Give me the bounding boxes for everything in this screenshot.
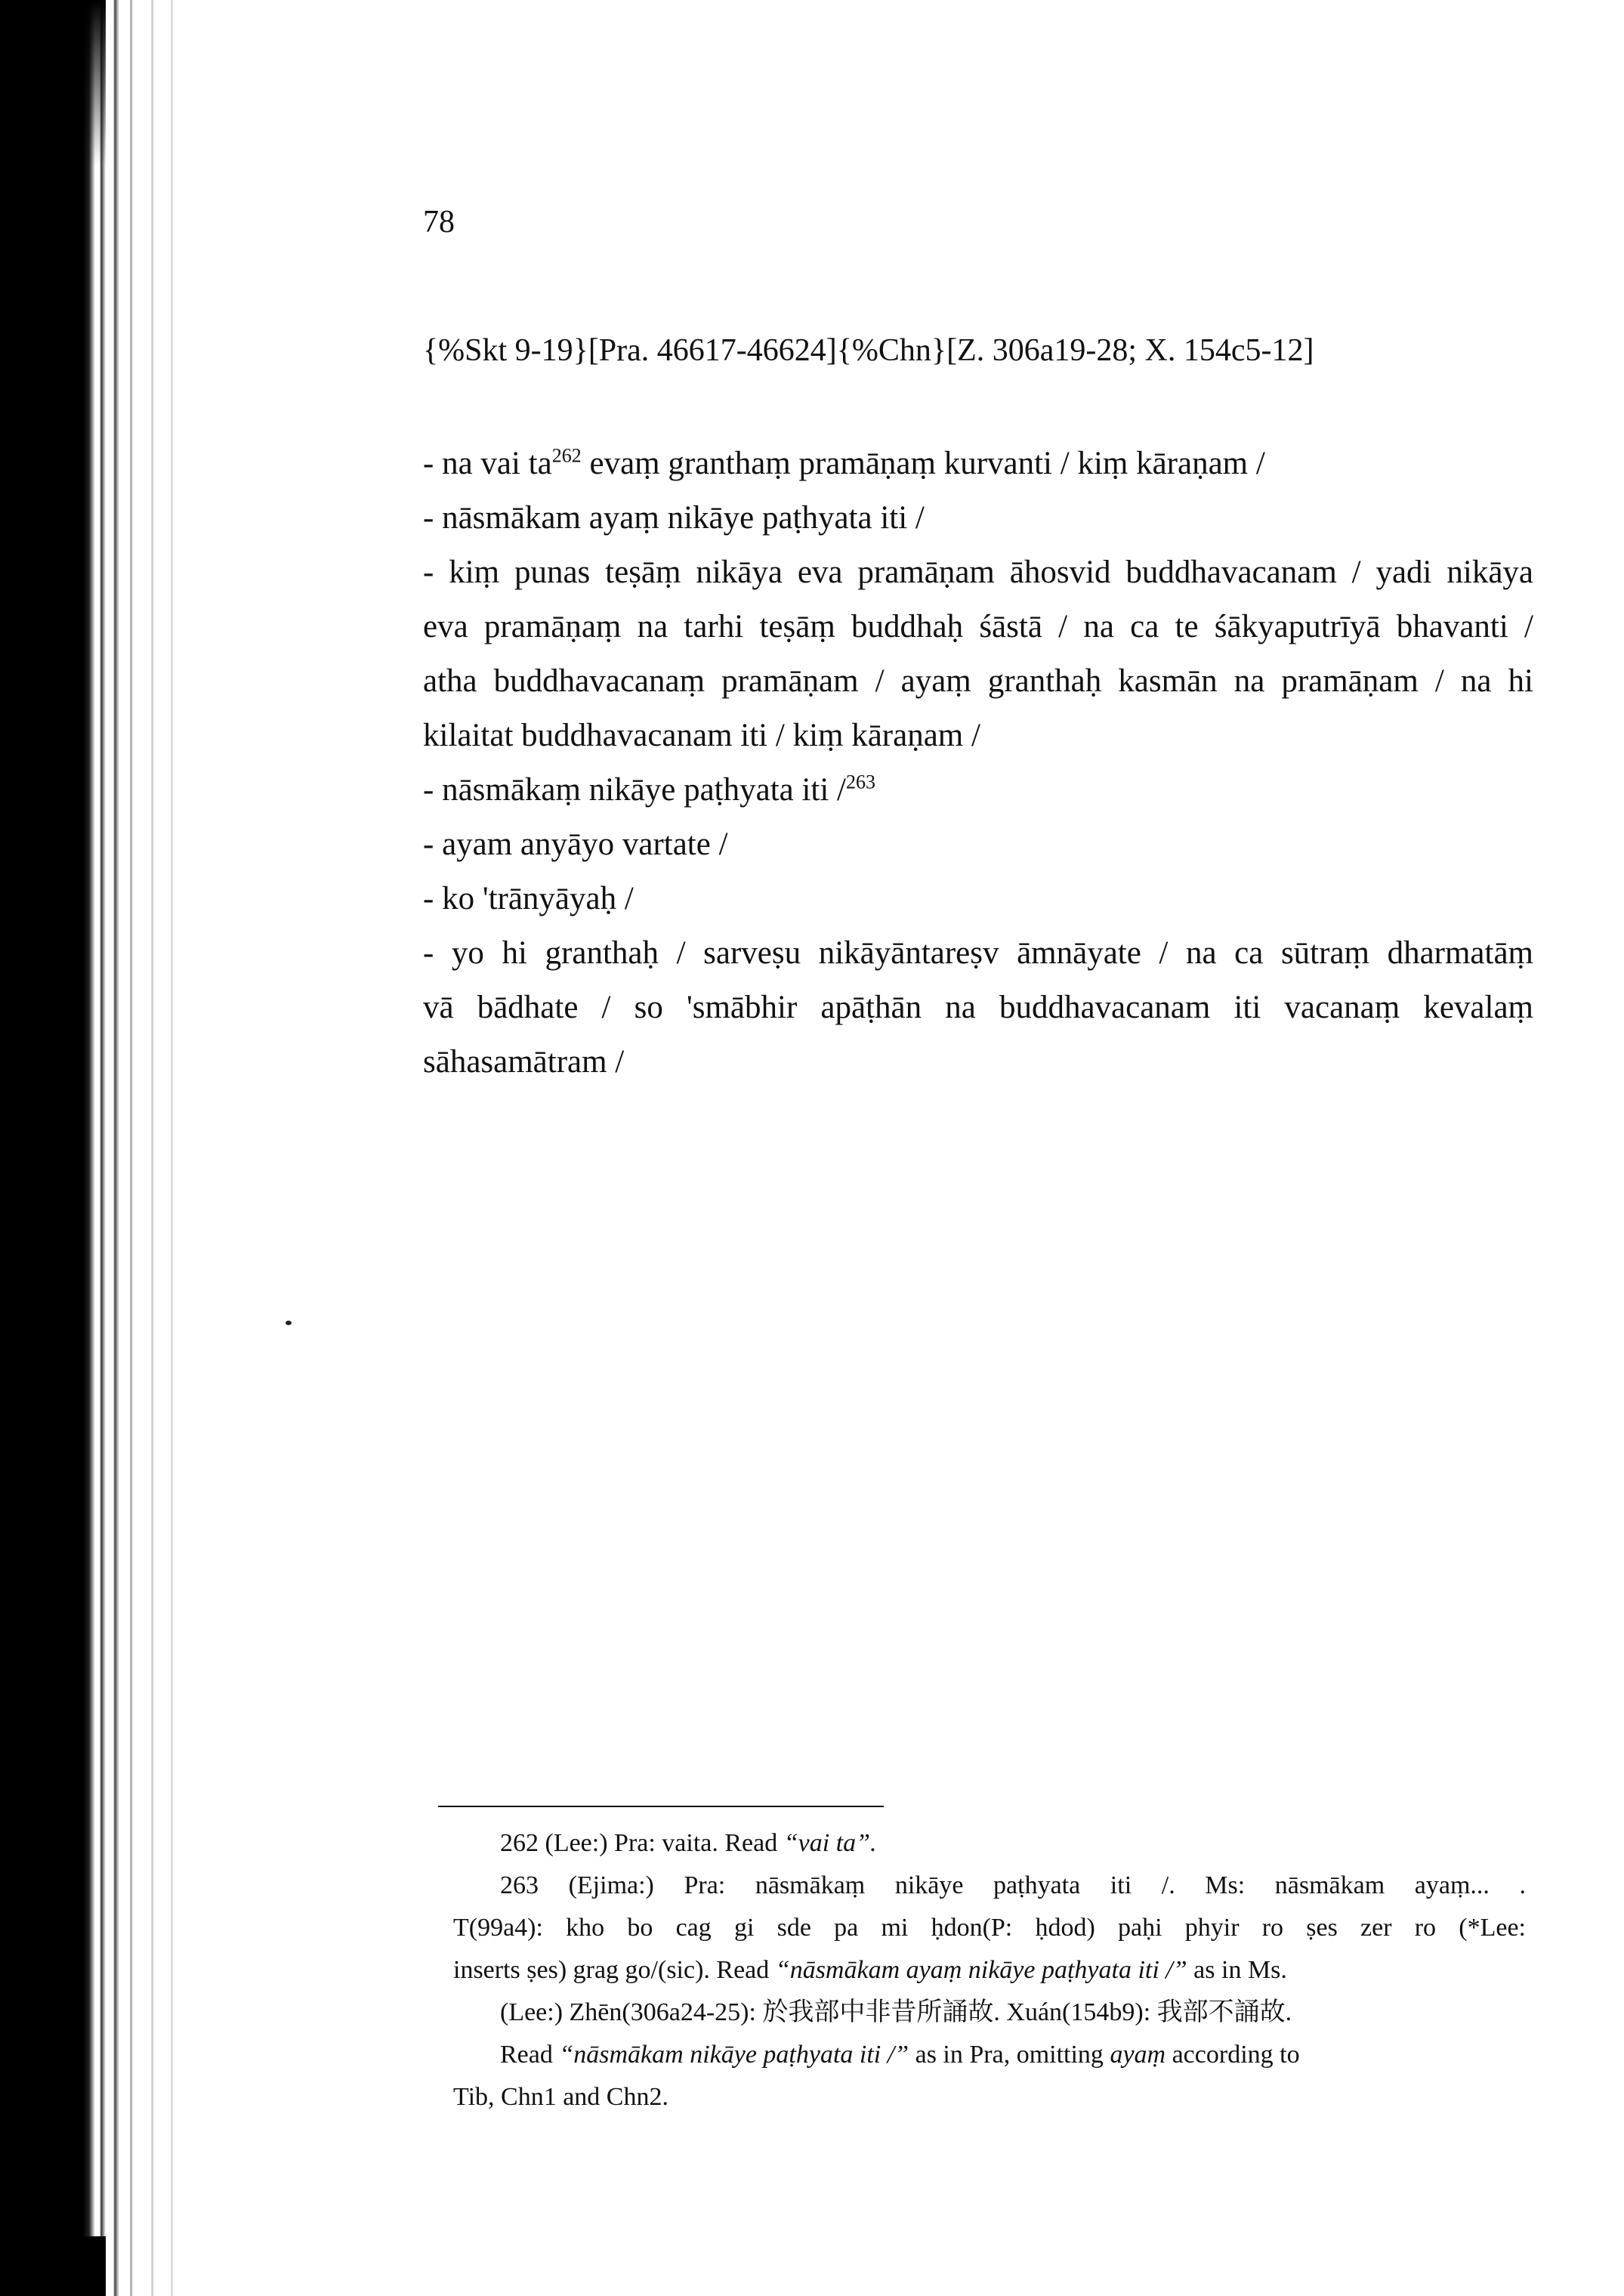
footnotes xyxy=(453,1822,1526,2118)
footnote-text: 262 (Lee:) Pra: vaita. Read xyxy=(500,1829,784,1857)
footnote-line: (Lee:) Zhēn(306a24-25): 於我部中非昔所誦故. Xuán(154b9): 我部不誦故. xyxy=(500,1998,1292,2026)
scan-binding-shadow xyxy=(0,0,181,2296)
page-number: 78 xyxy=(423,205,455,239)
text-span: - na vai ta xyxy=(423,446,552,481)
footnote-263: 263 (Ejima:) Pra: nāsmākaṃ nikāye paṭhyata iti /. Ms: nāsmākam ayaṃ... . xyxy=(500,1871,1526,1899)
footnote-text: Read xyxy=(500,2041,560,2069)
footnote-line xyxy=(453,1949,1526,1992)
footnote-separator xyxy=(438,1806,884,1807)
text-span: - nāsmākaṃ nikāye paṭhyata iti / xyxy=(423,772,847,808)
text-span: evaṃ granthaṃ pramāṇaṃ kurvanti / kiṃ kāraṇam / xyxy=(581,446,1265,481)
footnote-italic: “vai ta”. xyxy=(783,1829,877,1857)
footnote-text: according to xyxy=(1166,2041,1300,2069)
text-line: - ko 'trānyāyaḥ / xyxy=(423,881,634,916)
footnote-ref-262: 262 xyxy=(551,444,582,467)
text-line: - nāsmākam ayaṃ nikāye paṭhyata iti / xyxy=(423,500,925,536)
footnote-line: T(99a4): kho bo cag gi sde pa mi ḥdon(P: ḥdod) paḥi phyir ro ṣes zer ro (*Lee: xyxy=(453,1914,1526,1942)
text-line xyxy=(423,437,1533,491)
main-text xyxy=(423,437,1533,1089)
scan-speck xyxy=(286,1321,292,1325)
reference-line: {%Skt 9-19}[Pra. 46617-46624]{%Chn}[Z. 306a19-28; X. 154c5-12] xyxy=(423,333,1314,368)
footnote-line xyxy=(453,2034,1526,2076)
footnote-italic: “nāsmākam nikāye paṭhyata iti /” xyxy=(559,2041,909,2069)
text-line: atha buddhavacanaṃ pramāṇam / ayaṃ granthaḥ kasmān na pramāṇam / na hi xyxy=(423,663,1533,699)
footnote-text: as in Ms. xyxy=(1187,1956,1287,1984)
footnote-text: inserts ṣes) grag go/(sic). Read xyxy=(453,1956,776,1984)
footnote-italic: ayaṃ xyxy=(1110,2041,1166,2069)
footnote-italic: “nāsmākam ayaṃ nikāye paṭhyata iti /” xyxy=(775,1956,1187,1984)
text-line: - ayam anyāyo vartate / xyxy=(423,827,728,862)
footnote-ref-263: 263 xyxy=(846,771,876,793)
text-line: - yo hi granthaḥ / sarveṣu nikāyāntareṣv āmnāyate / na ca sūtraṃ dharmatāṃ xyxy=(423,935,1533,971)
footnote-line: Tib, Chn1 and Chn2. xyxy=(453,2083,668,2111)
footnote-262 xyxy=(453,1822,1526,1865)
footnote-text: as in Pra, omitting xyxy=(909,2041,1110,2069)
text-line: sāhasamātram / xyxy=(423,1044,625,1080)
text-line xyxy=(423,763,1533,817)
text-line: eva pramāṇaṃ na tarhi teṣāṃ buddhaḥ śāstā / na ca te śākyaputrīyā bhavanti / xyxy=(423,609,1533,644)
text-line: - kiṃ punas teṣāṃ nikāya eva pramāṇam āhosvid buddhavacanam / yadi nikāya xyxy=(423,555,1533,590)
text-line: kilaitat buddhavacanam iti / kiṃ kāraṇam / xyxy=(423,718,980,753)
text-line: vā bādhate / so 'smābhir apāṭhān na buddhavacanam iti vacanaṃ kevalaṃ xyxy=(423,990,1533,1025)
scan-binding-corner xyxy=(0,2236,106,2296)
scan-binding-fade xyxy=(83,0,106,166)
